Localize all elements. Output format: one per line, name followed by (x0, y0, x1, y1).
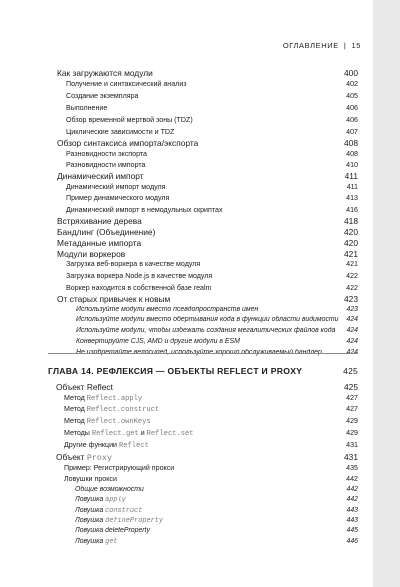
toc-entry-code: apply (105, 496, 126, 504)
toc-entry-title (76, 306, 347, 313)
toc-entry-title (66, 284, 346, 292)
toc-entry-text: Метод (64, 405, 85, 413)
toc-entry-page: 421 (344, 249, 358, 259)
toc-entry-text: Объект Reflect (56, 382, 113, 392)
toc-entry-page: 446 (346, 538, 358, 545)
toc-entry-page: 418 (344, 216, 358, 226)
toc-entry-title (57, 138, 344, 148)
toc-entry-text: Разновидности экспорта (66, 150, 147, 158)
toc-entry-code: Proxy (86, 453, 112, 463)
toc-entry-title (64, 441, 346, 450)
toc-entry-page: 422 (346, 272, 358, 280)
toc-entry[interactable] (64, 405, 358, 414)
toc-entry[interactable] (66, 260, 358, 268)
running-head (283, 41, 361, 50)
toc-entry-text: Динамический импорт (57, 171, 144, 181)
toc-entry[interactable] (66, 116, 358, 124)
toc-entry-title (57, 294, 344, 304)
toc-entry-title (57, 238, 344, 248)
toc-entry-page: 443 (346, 517, 358, 524)
toc-entry-text: Ловушки прокси (64, 475, 117, 483)
toc-entry-page: 420 (344, 238, 358, 248)
toc-entry-text: Выполнение (66, 104, 108, 112)
toc-entry-text: Динамический импорт в немодульных скриптах (66, 206, 223, 214)
toc-entry-title (66, 194, 346, 202)
toc-entry-page: 425 (344, 382, 358, 392)
toc-entry-title (57, 227, 344, 237)
toc-entry-page: 443 (346, 507, 358, 514)
toc-entry-title (56, 452, 344, 463)
toc-entry-title (66, 272, 346, 280)
toc-entry-text: Используйте модули вместо псевдопространств имен (76, 306, 259, 313)
toc-entry-page: 442 (346, 486, 358, 493)
toc-entry[interactable] (57, 216, 358, 226)
toc-entry-title (57, 249, 344, 259)
toc-entry-title (57, 216, 344, 226)
toc-entry-text: Метод (64, 394, 85, 402)
toc-entry-text: Ловушка (75, 496, 104, 503)
toc-entry-page: 407 (346, 128, 358, 136)
toc-entry[interactable] (66, 183, 358, 191)
toc-entry-title (75, 517, 347, 525)
toc-entry-text: Не изобретайте велосипед, используйте хорошо обслуживаемый бандлер (76, 349, 322, 356)
toc-entry[interactable] (56, 382, 358, 392)
toc-entry-text: ГЛАВА 14. РЕФЛЕКСИЯ — ОБЪЕКТЫ REFLECT И PROXY (48, 366, 303, 376)
toc-entry[interactable] (64, 394, 358, 403)
toc-entry-page: 431 (346, 441, 358, 449)
toc-entry-text: Используйте модули, чтобы избежать создания мегалитических файлов кода (76, 327, 336, 334)
toc-entry-code: Reflect (118, 442, 149, 450)
toc-entry-title (66, 150, 346, 158)
toc-entry-text: Обзор синтаксиса импорта/экспорта (57, 138, 199, 148)
toc-entry-title (64, 475, 346, 483)
toc-entry-page: 425 (343, 366, 358, 376)
toc-entry-text: От старых привычек к новым (57, 294, 171, 304)
toc-entry[interactable] (64, 429, 358, 438)
toc-entry-text: Ловушка deleteProperty (75, 527, 150, 534)
toc-entry-page: 445 (346, 527, 358, 534)
toc-entry-page: 424 (346, 349, 358, 356)
page-edge-strip (373, 0, 400, 587)
toc-entry-page: 410 (346, 161, 358, 169)
toc-entry[interactable] (57, 238, 358, 248)
toc-entry-code: Reflect.apply (86, 395, 143, 403)
toc-entry-text: Пример: Регистрирующий прокси (64, 464, 175, 472)
toc-entry[interactable] (66, 150, 358, 158)
toc-entry-text: Общие возможности (75, 486, 144, 493)
toc-entry-page: 423 (344, 294, 358, 304)
toc-entry-title (64, 394, 346, 403)
toc-entry-page: 424 (346, 327, 358, 334)
toc-entry-text: Ловушка (75, 507, 104, 514)
toc-entry-title (64, 429, 346, 438)
toc-entry-page: 416 (346, 206, 358, 214)
toc-entry-text: Создание экземпляра (66, 92, 139, 100)
toc-entry[interactable] (56, 452, 358, 463)
toc-entry-page: 420 (344, 227, 358, 237)
toc-entry-title (66, 104, 346, 112)
toc-entry-text: Загрузка веб-воркера в качестве модуля (66, 260, 201, 268)
toc-entry-text: и (140, 429, 145, 437)
toc-entry-text: Используйте модули вместо обертывания кода в функции области видимости (76, 316, 339, 323)
toc-entry-text: Ловушка (75, 538, 104, 545)
toc-entry-text: Встряхивание дерева (57, 216, 142, 226)
toc-entry-text: Циклические зависимости и TDZ (66, 128, 175, 136)
toc-entry-page: 429 (346, 429, 358, 437)
toc-entry-title (66, 161, 346, 169)
toc-entry-page: 424 (346, 316, 358, 323)
toc-entry-title (66, 92, 346, 100)
toc-entry-text: Другие функции (64, 441, 117, 449)
toc-entry[interactable] (76, 306, 358, 313)
chapter-divider (48, 353, 358, 354)
toc-entry-page: 406 (346, 116, 358, 124)
chapter-heading[interactable] (48, 366, 358, 376)
toc-entry[interactable] (75, 486, 358, 493)
toc-entry-title (75, 507, 347, 515)
running-head-page: 15 (351, 41, 361, 50)
toc-entry[interactable] (66, 92, 358, 100)
toc-entry[interactable] (75, 496, 358, 504)
toc-entry[interactable] (66, 272, 358, 280)
toc-entry-text: Как загружаются модули (57, 68, 153, 78)
toc-entry-page: 406 (346, 104, 358, 112)
toc-entry-code: defineProperty (105, 517, 164, 525)
toc-entry-page: 442 (346, 496, 358, 503)
toc-entry-title (57, 68, 344, 78)
toc-entry-title (66, 80, 346, 88)
toc-entry-text: Конвертируйте CJS, AMD и другие модули в ESM (76, 338, 240, 345)
toc-entry[interactable] (76, 327, 358, 334)
toc-entry[interactable] (76, 316, 358, 323)
toc-entry-code: Reflect.construct (86, 406, 160, 414)
toc-entry-code: construct (105, 507, 143, 515)
toc-entry-text: Метод (64, 417, 85, 425)
toc-entry[interactable] (66, 104, 358, 112)
toc-entry-text: Загрузка воркера Node.js в качестве модуля (66, 272, 213, 280)
toc-entry-title (66, 128, 346, 136)
toc-entry-text: Получение и синтаксический анализ (66, 80, 187, 88)
toc-entry[interactable] (64, 441, 358, 450)
toc-entry-page: 423 (346, 306, 358, 313)
toc-entry-page: 408 (344, 138, 358, 148)
toc-entry-page: 400 (344, 68, 358, 78)
toc-entry-page: 405 (346, 92, 358, 100)
toc-entry-title (64, 405, 346, 414)
toc-entry[interactable] (57, 138, 358, 148)
toc-entry[interactable] (76, 338, 358, 345)
toc-entry-page: 442 (346, 475, 358, 483)
toc-entry-title (75, 496, 347, 504)
toc-entry-page: 435 (346, 464, 358, 472)
toc-entry-page: 411 (344, 171, 358, 181)
toc-entry[interactable] (64, 417, 358, 426)
toc-entry-title (76, 316, 347, 323)
toc-entry[interactable] (66, 161, 358, 169)
running-head-section: ОГЛАВЛЕНИЕ (282, 41, 339, 50)
toc-entry-code: get (105, 538, 118, 546)
toc-entry[interactable] (75, 517, 358, 525)
toc-entry-page: 431 (344, 452, 358, 462)
toc-entry-page: 429 (346, 417, 358, 425)
toc-entry-code: Reflect.set (146, 430, 194, 438)
toc-entry[interactable] (57, 227, 358, 237)
toc-entry[interactable] (66, 80, 358, 88)
toc-entry-page: 421 (346, 260, 358, 268)
toc-entry[interactable] (57, 171, 358, 181)
toc-entry[interactable] (66, 128, 358, 136)
toc-entry-title (76, 338, 347, 345)
toc-entry-page: 422 (346, 284, 358, 292)
toc-entry-text: Воркер находится в собственной базе realm (66, 284, 212, 292)
toc-entry-title (56, 382, 344, 392)
toc-entry[interactable] (57, 294, 358, 304)
toc-entry[interactable] (66, 194, 358, 202)
toc-entry-title (48, 366, 343, 376)
toc-entry[interactable] (75, 507, 358, 515)
toc-entry-title (64, 464, 346, 472)
toc-entry[interactable] (75, 527, 358, 534)
toc-entry-page: 408 (346, 150, 358, 158)
toc-entry[interactable] (64, 475, 358, 483)
toc-entry-text: Обзор временной мертвой зоны (TDZ) (66, 116, 193, 124)
toc-entry-text: Динамический импорт модуля (66, 183, 166, 191)
toc-entry-text: Объект (56, 452, 85, 462)
toc-entry-code: Reflect.get (91, 430, 139, 438)
toc-entry-page: 427 (346, 394, 358, 402)
toc-entry[interactable] (66, 284, 358, 292)
toc-entry-title (76, 327, 347, 334)
toc-entry-title (75, 486, 347, 493)
toc-entry-title (66, 206, 346, 214)
toc-entry[interactable] (57, 249, 358, 259)
toc-entry-page: 402 (346, 80, 358, 88)
toc-entry-text: Разновидности импорта (66, 161, 146, 169)
toc-entry-text: Методы (64, 429, 90, 437)
toc-entry-text: Ловушка (75, 517, 104, 524)
toc-entry-title (66, 116, 346, 124)
toc-entry[interactable] (57, 68, 358, 78)
toc-entry-title (75, 527, 347, 534)
toc-entry[interactable] (66, 206, 358, 214)
toc-entry[interactable] (75, 538, 358, 546)
toc-entry-title (75, 538, 347, 546)
running-head-separator: | (343, 41, 347, 50)
toc-entry-title (64, 417, 346, 426)
toc-entry[interactable] (64, 464, 358, 472)
toc-entry-text: Пример динамического модуля (66, 194, 170, 202)
toc-entry-page: 413 (346, 194, 358, 202)
toc-entry-title (66, 183, 347, 191)
toc-entry-page: 427 (346, 405, 358, 413)
toc-entry-text: Метаданные импорта (57, 238, 142, 248)
toc-entry-text: Бандлинг (Объединение) (57, 227, 156, 237)
toc-entry-code: Reflect.ownKeys (86, 418, 151, 426)
toc-entry-title (57, 171, 345, 181)
toc-entry-page: 411 (346, 183, 358, 191)
toc-entry-text: Модули воркеров (57, 249, 126, 259)
toc-entry-page: 424 (346, 338, 358, 345)
toc-entry-title (66, 260, 346, 268)
